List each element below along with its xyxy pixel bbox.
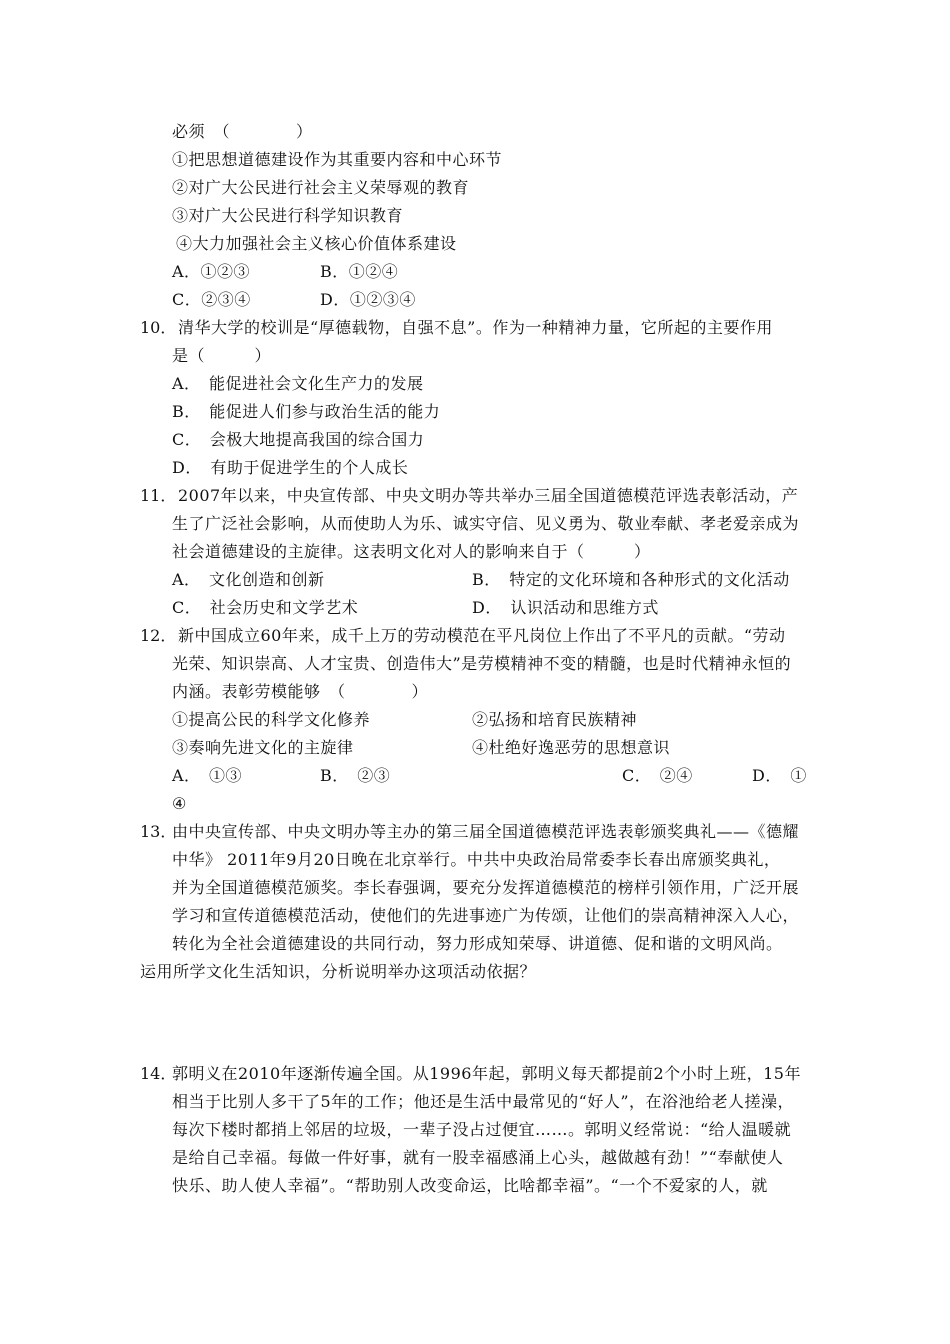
q10-stem-line-2: 是（ ）: [172, 346, 272, 365]
q14-number: 14．: [140, 1064, 177, 1083]
q13-stem-line-4: 学习和宣传道德模范活动，使他们的先进事迹广为传颂，让他们的崇高精神深入人心，: [172, 906, 800, 925]
q9-option-b: B．①②④: [320, 262, 399, 281]
q11-option-c: C． 社会历史和文学艺术: [172, 598, 359, 617]
q12-item-3: ③奏响先进文化的主旋律: [172, 738, 354, 757]
q11-option-a: A． 文化创造和创新: [172, 570, 325, 589]
q14-stem-line-4: 是给自己幸福。每做一件好事，就有一股幸福感涌上心头，越做越有劲！”“奉献使人: [172, 1148, 784, 1167]
q13-stem-line-1: 由中央宣传部、中央文明办等主办的第三届全国道德模范评选表彰颁奖典礼——《德耀: [172, 822, 800, 841]
q9-option-d: D．①②③④: [320, 290, 416, 309]
q14-stem-line-2: 相当于比别人多干了5年的工作；他还是生活中最常见的“好人”，在浴池给老人搓澡，: [172, 1092, 795, 1111]
q12-stem-line-1: 新中国成立60年来，成千上万的劳动模范在平凡岗位上作出了不平凡的贡献。“劳动: [178, 626, 786, 645]
q12-item-4: ④杜绝好逸恶劳的思想意识: [472, 738, 671, 757]
q12-option-a: A． ①③: [172, 766, 243, 785]
q9-option-a: A．①②③: [172, 262, 251, 281]
q12-item-1: ①提高公民的科学文化修养: [172, 710, 371, 729]
q12-option-c: C． ②④: [622, 766, 693, 785]
q9-item-3: ③对广大公民进行科学知识教育: [172, 206, 404, 225]
q12-item-2: ②弘扬和培育民族精神: [472, 710, 638, 729]
q12-option-d: D． ①: [752, 766, 807, 785]
q11-number: 11．: [140, 486, 177, 505]
q9-stem-tail: 必须 （ ）: [172, 122, 313, 141]
q11-stem-line-2: 生了广泛社会影响，从而使助人为乐、诚实守信、见义勇为、敬业奉献、孝老爱亲成为: [172, 514, 800, 533]
q11-option-d: D． 认识活动和思维方式: [472, 598, 659, 617]
q11-option-b: B． 特定的文化环境和各种形式的文化活动: [472, 570, 790, 589]
q9-item-2: ②对广大公民进行社会主义荣辱观的教育: [172, 178, 470, 197]
q13-question: 运用所学文化生活知识，分析说明举办这项活动依据？: [140, 962, 537, 981]
q13-stem-line-2: 中华》 2011年9月20日晚在北京举行。中共中央政治局常委李长春出席颁奖典礼，: [172, 850, 781, 869]
q11-stem-line-3: 社会道德建设的主旋律。这表明文化对人的影响来自于（ ）: [172, 542, 651, 561]
q10-stem-line-1: 清华大学的校训是“厚德载物，自强不息”。作为一种精神力量，它所起的主要作用: [178, 318, 773, 337]
q9-item-4: ④大力加强社会主义核心价值体系建设: [176, 234, 457, 253]
q14-stem-line-5: 快乐、助人使人幸福”。“帮助别人改变命运，比啥都幸福”。“一个不爱家的人，就: [172, 1176, 768, 1195]
q13-number: 13．: [140, 822, 177, 841]
q13-stem-line-3: 并为全国道德模范颁奖。李长春强调，要充分发挥道德模范的榜样引领作用，广泛开展: [172, 878, 800, 897]
q10-option-c: C． 会极大地提高我国的综合国力: [172, 430, 425, 449]
q10-option-d: D． 有助于促进学生的个人成长: [172, 458, 409, 477]
q12-stem-line-2: 光荣、知识崇高、人才宝贵、创造伟大”是劳模精神不变的精髓，也是时代精神永恒的: [172, 654, 792, 673]
q10-option-a: A． 能促进社会文化生产力的发展: [172, 374, 424, 393]
q12-number: 12．: [140, 626, 177, 645]
q14-stem-line-1: 郭明义在2010年逐渐传遍全国。从1996年起，郭明义每天都提前2个小时上班，15年: [172, 1064, 801, 1083]
q13-stem-line-5: 转化为全社会道德建设的共同行动，努力形成知荣辱、讲道德、促和谐的文明风尚。: [172, 934, 783, 953]
q14-stem-line-3: 每次下楼时都捎上邻居的垃圾，一辈子没占过便宜……。郭明义经常说：“给人温暖就: [172, 1120, 792, 1139]
q9-option-c: C．②③④: [172, 290, 251, 309]
q12-option-d-wrap: ④: [172, 794, 187, 813]
q10-number: 10．: [140, 318, 177, 337]
q9-item-1: ①把思想道德建设作为其重要内容和中心环节: [172, 150, 503, 169]
q12-stem-line-3: 内涵。表彰劳模能够 （ ）: [172, 682, 429, 701]
q11-stem-line-1: 2007年以来，中央宣传部、中央文明办等共举办三届全国道德模范评选表彰活动，产: [178, 486, 799, 505]
q10-option-b: B． 能促进人们参与政治生活的能力: [172, 402, 441, 421]
q12-option-b: B． ②③: [320, 766, 391, 785]
